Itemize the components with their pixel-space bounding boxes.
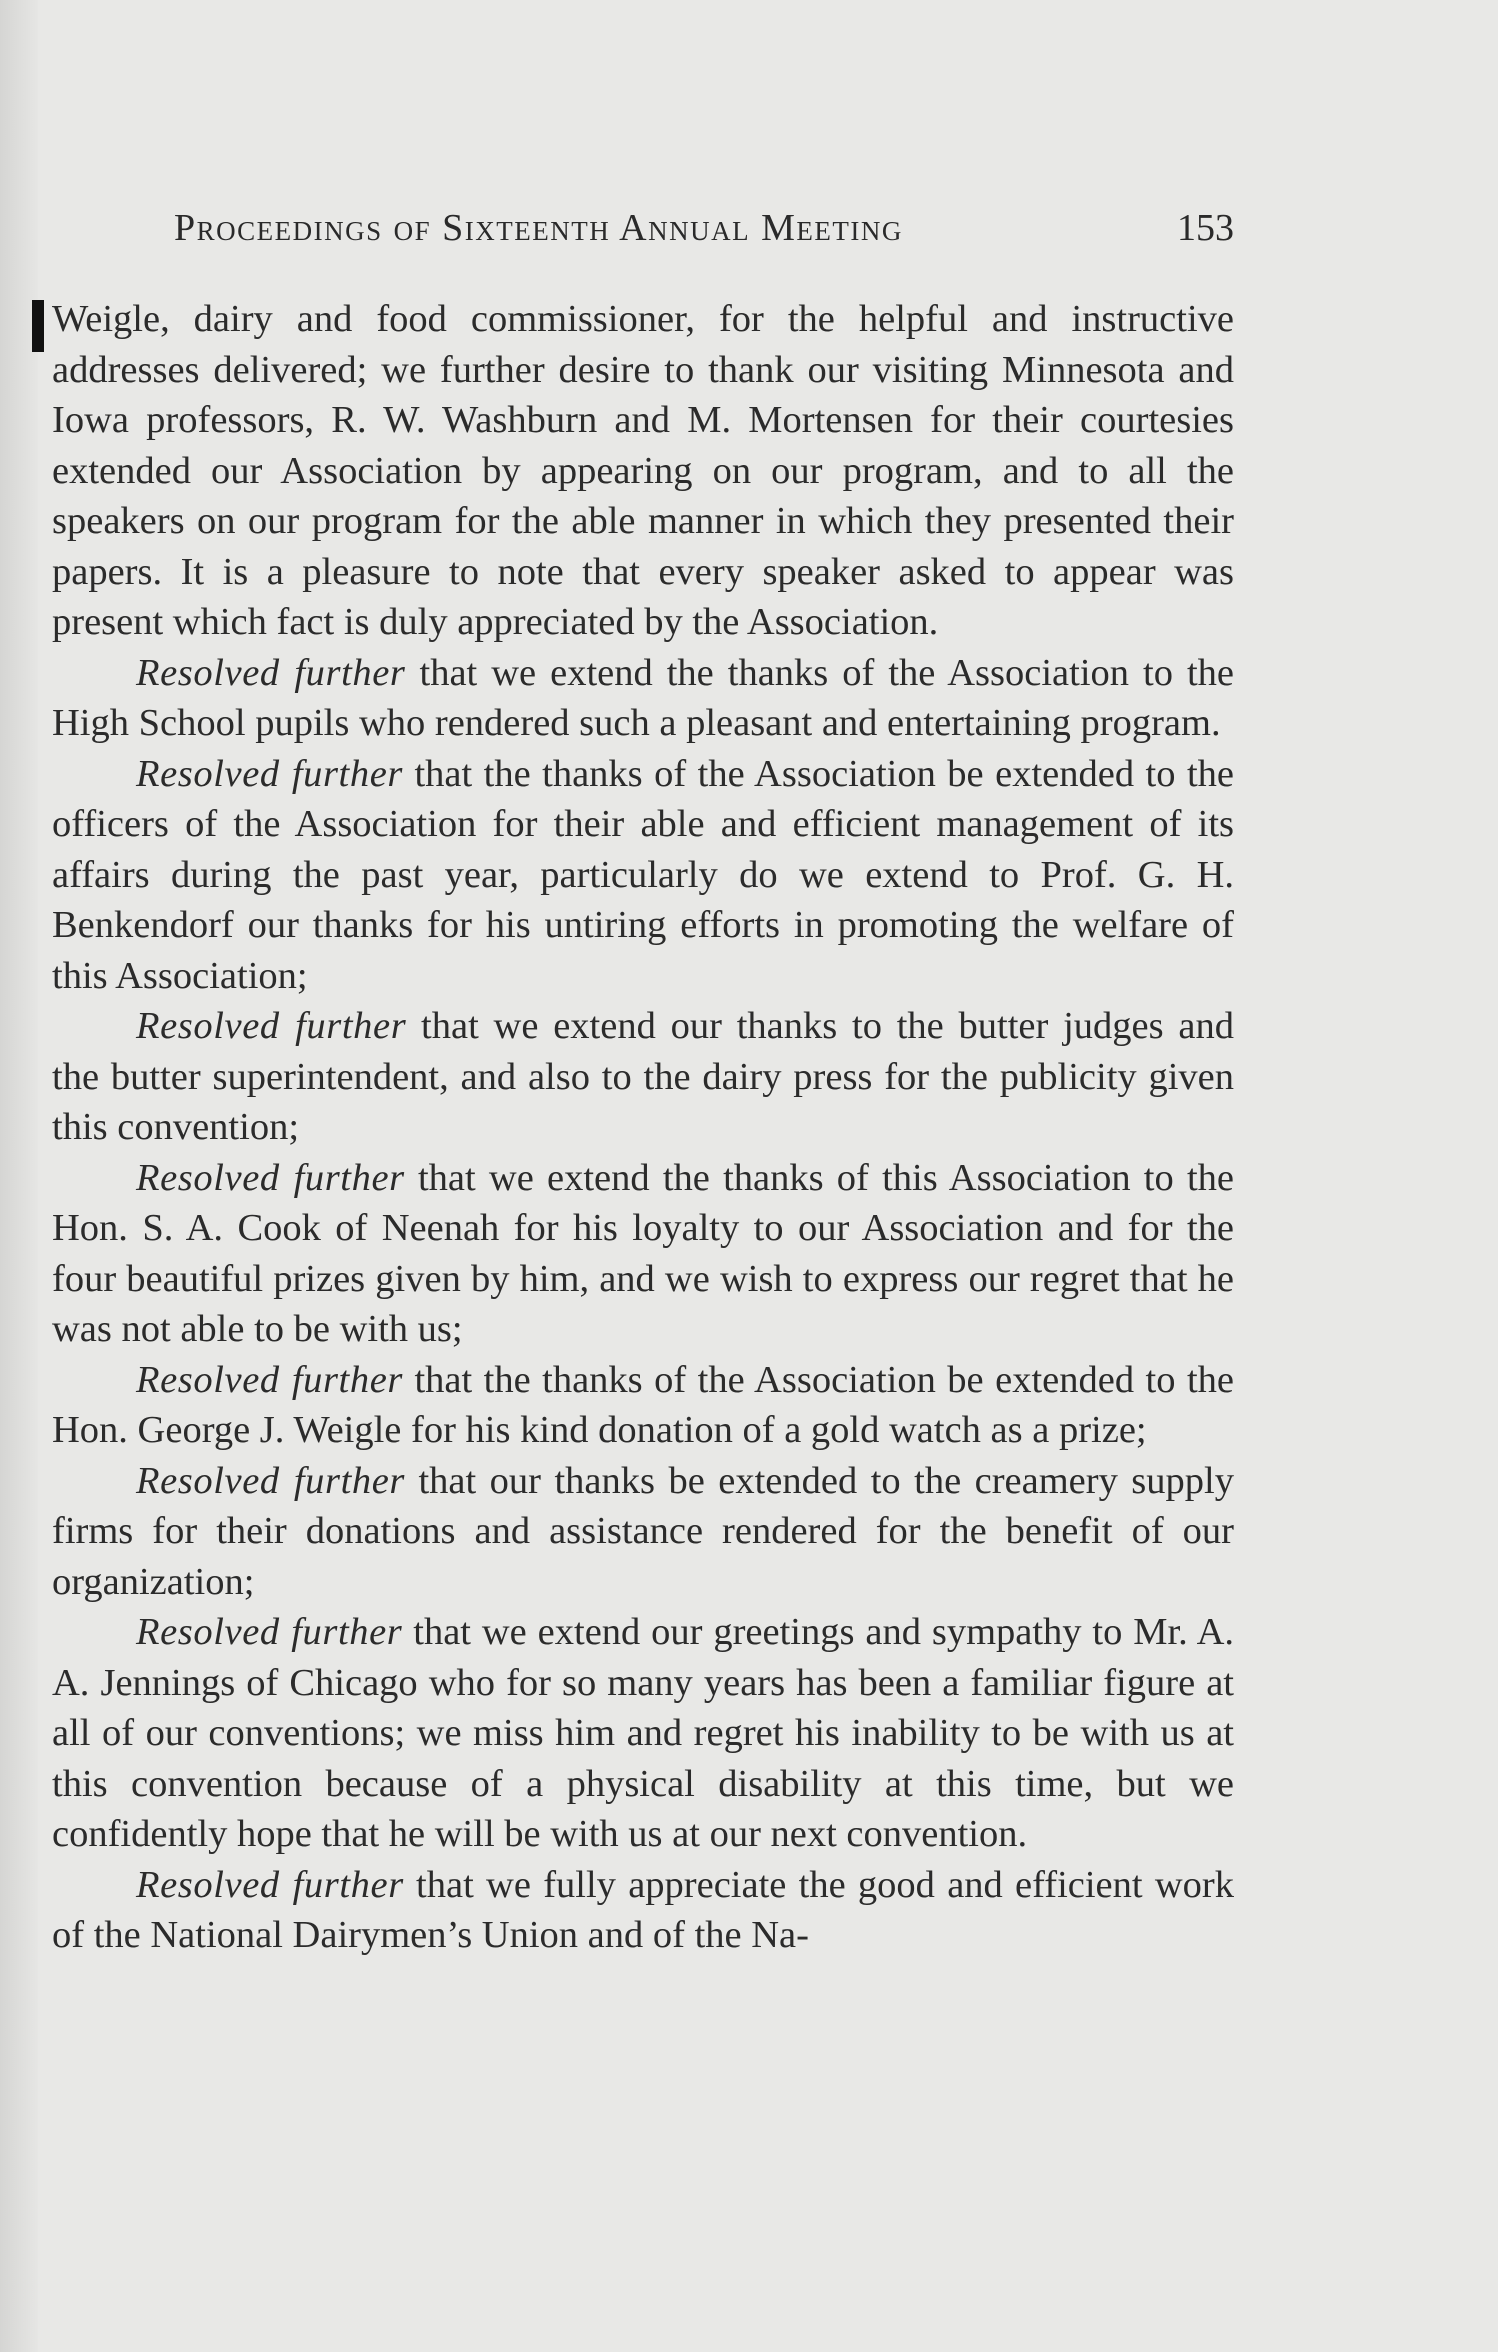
resolution-paragraph (52, 1860, 1234, 1961)
paragraph-text: that we fully appreciate the good and efficient work of the National Dairymen’s Union and of the Na- (52, 1863, 1234, 1956)
page-number: 153 (1177, 207, 1234, 249)
paragraph-text: that we extend our thanks to the butter judges and the butter superintendent, and also to the dairy press for the publicity given this convention; (52, 1005, 1234, 1148)
paragraph-text: that the thanks of the Association be extended to the officers of the Association for their able and efficient management of its affairs during the past year, particularly do we extend to Prof. G. H. Benkendorf our thanks for his untiring efforts in promoting the welfare of this Association; (52, 752, 1234, 997)
paragraph-text: that we extend the thanks of this Association to the Hon. S. A. Cook of Neenah for his loyalty to our Association and for the four beautiful prizes given by him, and we wish to express our regret that he was not able to be with us; (52, 1156, 1235, 1350)
scan-margin-mark (32, 300, 44, 352)
paragraph-text: that our thanks be extended to the creamery supply firms for their donations and assistance rendered for the benefit of our organization; (52, 1459, 1234, 1603)
resolution-lead: Resolved further (136, 752, 403, 795)
paragraph-text: that we extend the thanks of the Association to the High School pupils who rendered such a pleasant and entertaining program. (52, 651, 1235, 744)
resolution-paragraph (52, 1456, 1234, 1608)
resolution-lead: Resolved further (136, 1156, 405, 1199)
paragraph-continued (52, 294, 1234, 648)
running-header (174, 206, 1234, 256)
body-text (52, 294, 1234, 1961)
paragraph-text: that the thanks of the Association be extended to the Hon. George J. Weigle for his kind donation of a gold watch as a prize; (52, 1358, 1234, 1451)
resolution-lead: Resolved further (136, 1358, 403, 1401)
resolution-paragraph (52, 1355, 1234, 1456)
resolution-paragraph (52, 1607, 1234, 1860)
resolution-lead: Resolved further (136, 1005, 407, 1047)
resolution-lead: Resolved further (136, 1459, 405, 1502)
resolution-paragraph (52, 648, 1234, 749)
resolution-paragraph (52, 1153, 1234, 1355)
paragraph-text: that we extend our greetings and sympathy to Mr. A. A. Jennings of Chicago who for so many years has been a familiar figure at all of our conventions; we miss him and regret his inability to be with us at this convention because of a physical disability at this time, but we confidently hope that he will be with us at our next convention. (52, 1611, 1234, 1855)
resolution-paragraph (52, 749, 1234, 1002)
scan-edge-shadow (0, 0, 38, 2352)
resolution-lead: Resolved further (136, 651, 406, 694)
paragraph-text: Weigle, dairy and food commissioner, for the helpful and instructive addresses delivered; we further desire to thank our visiting Minnesota and Iowa professors, R. W. Washburn and M. Mortensen for their courtesies extended our Association by appearing on our program, and to all the speakers on our program for the able manner in which they presented their papers. It is a pleasure to note that every speaker asked to appear was present which fact is duly appreciated by the Association. (52, 298, 1234, 643)
running-title: Proceedings of Sixteenth Annual Meeting (174, 207, 903, 249)
resolution-paragraph (52, 1001, 1234, 1153)
resolution-lead: Resolved further (136, 1863, 404, 1906)
resolution-lead: Resolved further (136, 1611, 403, 1653)
